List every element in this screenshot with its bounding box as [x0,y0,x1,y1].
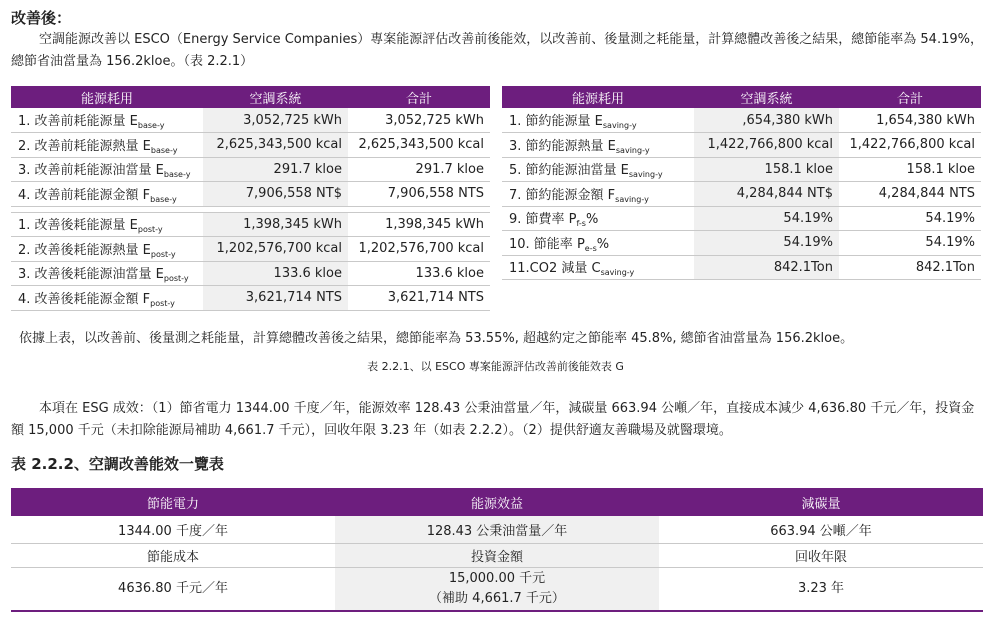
ac-system-value: 54.19% [694,231,839,256]
total-value: 7,906,558 NTS [348,182,490,207]
row-label [11,286,203,311]
row-label-subscript: saving-y [628,170,663,180]
row-label [11,157,203,182]
row-label-text: 2. 改善前耗能源熱量 E [18,138,151,154]
row-label-text: 11.CO2 減量 C [509,261,601,277]
row-label-subscript: saving-y [602,121,637,130]
table-row [502,182,981,207]
table-row [502,108,981,133]
row-label-text: 3. 改善前耗能源油當量 E [18,163,164,179]
header-total: 合計 [348,86,490,108]
total-value: 1,398,345 kWh [348,212,490,237]
cost-saving-value: 4636.80 千元／年 [11,567,335,611]
total-value: 1,654,380 kWh [839,108,981,133]
row-label-subscript: post-y [137,225,163,235]
table-row [11,516,983,543]
table-row [11,133,490,158]
table-caption: 表 2.2.1、以 ESCO 專案能源評估改善前後能效表 G [367,360,624,373]
investment-value [335,567,659,611]
table-row [502,206,981,231]
header-carbon-reduction: 減碳量 [659,488,983,516]
ac-system-value: 1,398,345 kWh [203,212,348,237]
total-value: 4,284,844 NTS [839,182,981,207]
row-label [11,133,203,158]
total-value: 3,052,725 kWh [348,108,490,133]
row-label-text: 7. 節約能源金額 F [509,187,616,203]
ac-system-value: 842.1Ton [694,255,839,280]
ac-system-value: 1,422,766,800 kcal [694,133,839,158]
row-label [502,133,694,158]
ac-system-value: 54.19% [694,206,839,231]
row-label [502,108,694,133]
ac-system-value: ,654,380 kWh [694,108,839,133]
ac-system-value: 3,621,714 NTS [203,286,348,311]
total-value: 158.1 kloe [839,157,981,182]
row-label-subscript: post-y [163,274,189,284]
energy-benefit-value: 128.43 公秉油當量／年 [335,516,659,543]
table-row [502,231,981,256]
table-row [11,567,983,611]
table-header-row [502,86,981,108]
row-label-subscript: post-y [150,298,175,308]
cost-saving-label: 節能成本 [11,543,335,567]
row-label [11,261,203,286]
subsidy-amount: （補助 4,661.7 千元） [429,590,565,606]
row-label [502,182,694,207]
header-total: 合計 [839,86,981,108]
table-row [11,237,490,262]
row-label-subscript: f-s [576,219,586,229]
table-row [502,255,981,280]
row-label [502,255,694,280]
ac-system-value: 158.1 kloe [694,157,839,182]
row-label-subscript: base-y [163,170,191,180]
row-label [502,157,694,182]
table-row [11,212,490,237]
row-label-subscript: saving-y [600,268,635,278]
row-label-text: 3. 節約能源熱量 E [509,138,616,154]
row-label-text: 5. 節約能源油當量 E [509,163,629,179]
table-header-row [11,488,983,516]
row-label [11,237,203,262]
row-label-subscript: base-y [137,121,165,130]
table2-title: 表 2.2.2、空調改善能效一覽表 [11,455,224,473]
row-label-text: 1. 改善前耗能源量 E [18,114,138,129]
row-label-subscript: e-s [584,243,597,253]
row-label-subscript: post-y [150,249,176,259]
payback-value: 3.23 年 [659,567,983,611]
intro-paragraph: 空調能源改善以 ESCO（Energy Service Companies）專案能源評估改善前後能效，以改善前、後量測之耗能量，計算總體改善後之結果，總節能率為 54.19%，總節省油當量為 156.2kloe。（表 2.2.1） [11,32,983,69]
header-energy-benefit: 能源效益 [335,488,659,516]
table-header-row [11,86,490,108]
carbon-reduction-value: 663.94 公噸／年 [659,516,983,543]
row-label-subscript: saving-y [615,194,649,204]
header-energy-use: 能源耗用 [11,86,203,108]
total-value: 1,422,766,800 kcal [839,133,981,158]
ac-system-value: 133.6 kloe [203,261,348,286]
row-label [11,182,203,207]
total-value: 54.19% [839,206,981,231]
table-row [11,261,490,286]
table-row [11,182,490,207]
ac-system-value: 1,202,576,700 kcal [203,237,348,262]
table-row [11,157,490,182]
ac-system-value: 3,052,725 kWh [203,108,348,133]
row-label-text: 3. 改善後耗能源油當量 E [18,267,164,283]
table-row [11,286,490,311]
header-power-saving: 節能電力 [11,488,335,516]
total-value: 54.19% [839,231,981,256]
row-label [502,206,694,231]
total-value: 3,621,714 NTS [348,286,490,311]
header-ac-system: 空調系統 [203,86,348,108]
row-label-text: 2. 改善後耗能源熱量 E [18,242,151,258]
header-energy-use: 能源耗用 [502,86,694,108]
row-label-subscript: saving-y [615,145,650,155]
ac-system-value: 2,625,343,500 kcal [203,133,348,158]
ac-system-value: 4,284,844 NT$ [694,182,839,207]
efficiency-overview-table [11,488,983,612]
header-ac-system: 空調系統 [694,86,839,108]
power-saving-value: 1344.00 千度／年 [11,516,335,543]
total-value: 2,625,343,500 kcal [348,133,490,158]
investment-amount: 15,000.00 千元 [448,570,546,586]
savings-table [502,86,981,280]
table-row [11,543,983,567]
total-value: 291.7 kloe [348,157,490,182]
row-label-subscript: base-y [150,145,178,155]
row-label-subscript: base-y [150,194,177,204]
ac-system-value: 291.7 kloe [203,157,348,182]
row-label-text: 4. 改善前耗能源金額 F [18,187,151,203]
table-row [502,157,981,182]
total-value: 1,202,576,700 kcal [348,237,490,262]
esg-paragraph: 本項在 ESG 成效：（1）節省電力 1344.00 千度／年，能源效率 128.43 公秉油當量／年，減碳量 663.94 公噸／年，直接成本減少 4,636.80 千元／年，投資金額 15,000 千元（未扣除能源局補助 4,661.7 千元），回收年限 3.23 年（如表 2.2.2）。（2）提供舒適友善職場及就醫環境。 [11,401,975,438]
before-after-table [11,86,490,311]
row-label [11,212,203,237]
row-label-text: 1. 改善後耗能源量 E [18,218,138,234]
ac-system-value: 7,906,558 NT$ [203,182,348,207]
section-heading: 改善後： [11,9,72,27]
row-label-suffix: % [585,212,599,228]
row-label-text: 9. 節費率 P [509,212,577,228]
table-row [11,108,490,133]
investment-label: 投資金額 [335,543,659,567]
row-label-suffix: % [596,236,610,252]
row-label [502,231,694,256]
row-label-text: 10. 節能率 P [509,236,585,252]
payback-label: 回收年限 [659,543,983,567]
row-label [11,108,203,133]
table-row [502,133,981,158]
total-value: 133.6 kloe [348,261,490,286]
total-value: 842.1Ton [839,255,981,280]
row-label-text: 1. 節約能源量 E [509,114,603,129]
row-label-text: 4. 改善後耗能源金額 F [18,291,151,307]
summary-text: 依據上表，以改善前、後量測之耗能量，計算總體改善後之結果，總節能率為 53.55%, 超越約定之節能率 45.8%, 總節省油當量為 156.2kloe。 [19,331,854,346]
